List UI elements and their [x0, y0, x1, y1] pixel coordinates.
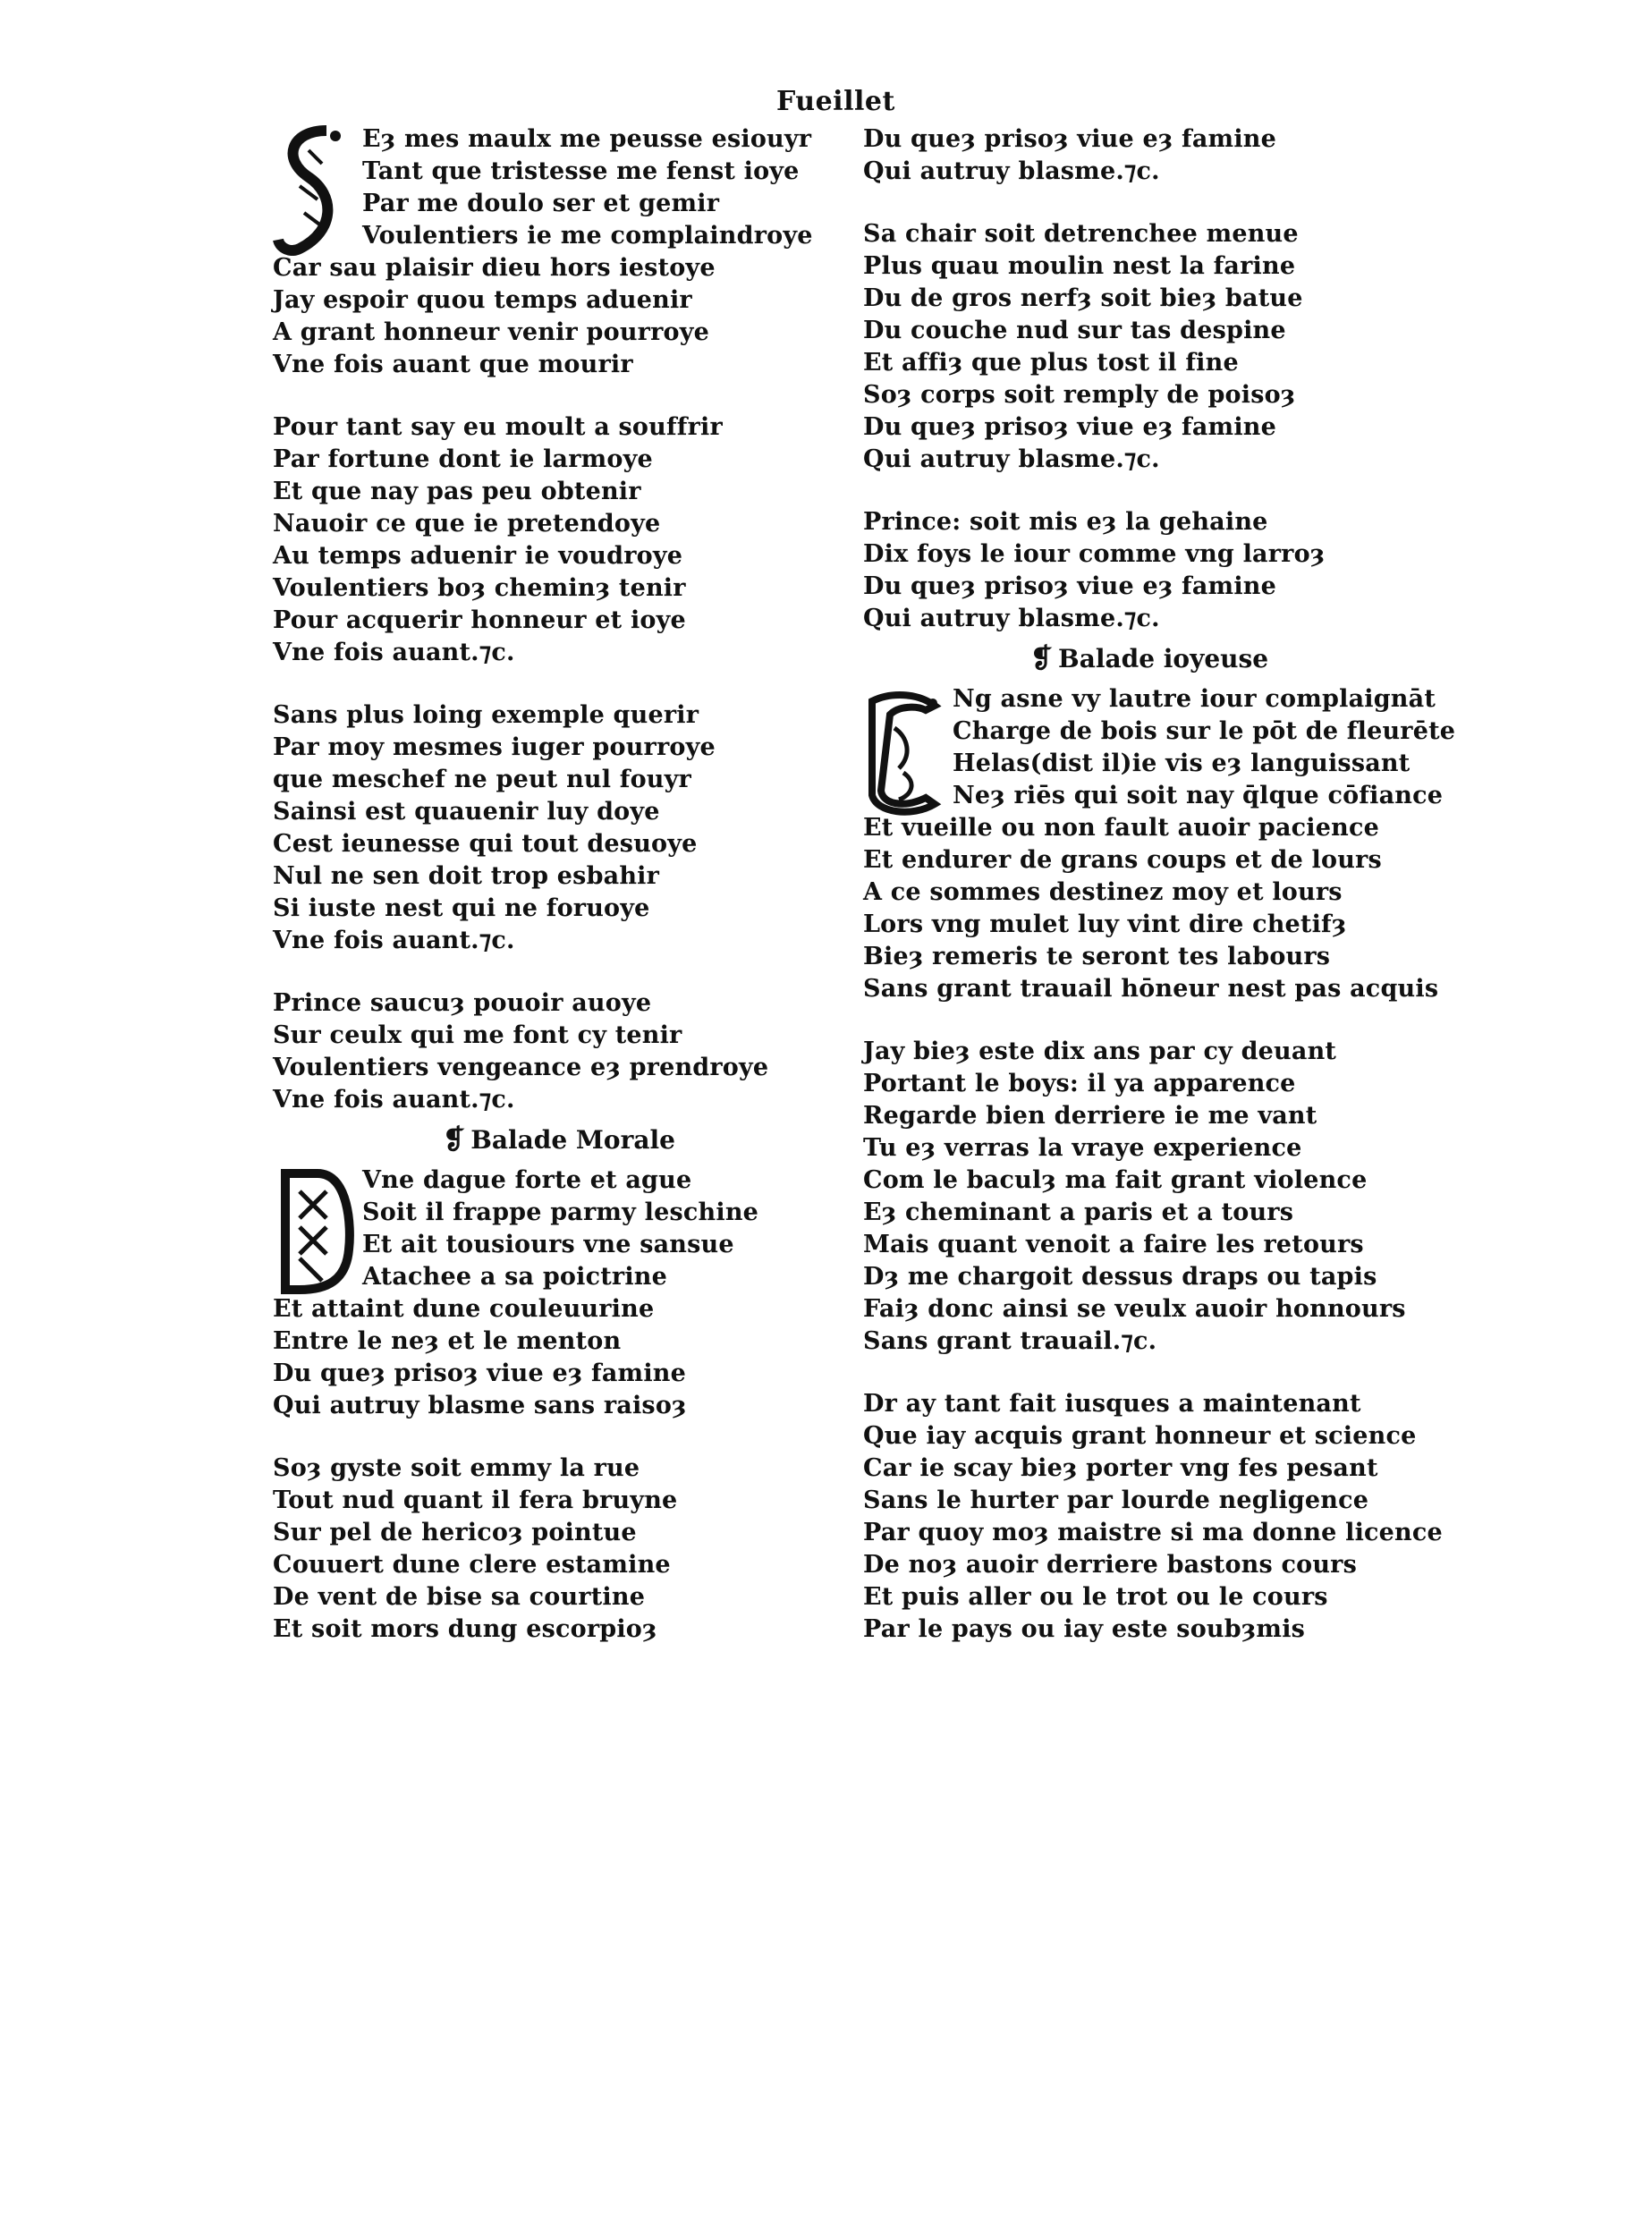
verse-line: Du queȝ prisoȝ viue eȝ famine — [863, 572, 1276, 600]
initial-knotwork-icon — [273, 1165, 355, 1297]
verse-line: Tu eȝ verras la vraye experience — [863, 1134, 1302, 1162]
verse-line: Tant que tristesse me fenst ioye — [362, 157, 800, 185]
verse-line: Vne fois auant.⁊c. — [273, 927, 515, 954]
verse-line: Qui autruy blasme.⁊c. — [863, 605, 1160, 632]
verse-line: Nauoir ce que ie pretendoye — [273, 510, 661, 538]
verse-line: Sans plus loing exemple querir — [273, 701, 699, 729]
poem-title — [863, 635, 1436, 683]
verse-line: Qui autruy blasme.⁊c. — [863, 445, 1160, 473]
verse-line: Regarde bien derriere ie me vant — [863, 1102, 1317, 1130]
poem-title-text: Balade ioyeuse — [1058, 644, 1269, 673]
verse-line: Soȝ gyste soit emmy la rue — [273, 1454, 640, 1482]
verse-line: Com le baculȝ ma fait grant violence — [863, 1166, 1368, 1194]
verse-line: Faiȝ donc ainsi se veulx auoir honnours — [863, 1295, 1406, 1323]
verse-line: Qui autruy blasme sans raisoȝ — [273, 1392, 687, 1419]
verse-line: Et endurer de grans coups et de lours — [863, 846, 1382, 874]
verse-line: que meschef ne peut nul fouyr — [273, 766, 691, 793]
verse-line: Helas(dist il)ie vis eȝ languissant — [953, 750, 1411, 777]
verse-line: Et que nay pas peu obtenir — [273, 478, 641, 505]
stanza-gap — [273, 669, 845, 699]
verse-line: Entre le neȝ et le menton — [273, 1327, 622, 1355]
verse-line: Charge de bois sur le pōt de fleurēte — [953, 717, 1456, 745]
verse-line: Cest ieunesse qui tout desuoye — [273, 830, 698, 858]
poem3-opening — [863, 683, 1456, 812]
verse-line: Par moy mesmes iuger pourroye — [273, 733, 716, 761]
verse-line: Et affiȝ que plus tost il fine — [863, 349, 1239, 377]
verse-line: Et puis aller ou le trot ou le cours — [863, 1583, 1328, 1611]
verse-line: Car sau plaisir dieu hors iestoye — [273, 254, 716, 282]
verse-line: Nul ne sen doit trop esbahir — [273, 862, 660, 890]
verse-line: Par quoy moȝ maistre si ma donne licence — [863, 1519, 1443, 1546]
stanza-gap — [273, 1422, 845, 1453]
verse-line: Car ie scay bieȝ porter vng fes pesant — [863, 1454, 1378, 1482]
pilcrow-icon: ❡ — [443, 1124, 466, 1156]
verse-line: Et attaint dune couleuurine — [273, 1295, 655, 1323]
poem-title-text: Balade Morale — [470, 1125, 675, 1155]
verse-line: A ce sommes destinez moy et lours — [863, 878, 1343, 906]
verse-line: Voulentiers boȝ cheminȝ tenir — [273, 574, 686, 602]
verse-line: Voulentiers ie me complaindroye — [362, 222, 813, 250]
verse-line: De noȝ auoir derriere bastons cours — [863, 1551, 1357, 1579]
verse-line: Pour tant say eu moult a souffrir — [273, 413, 723, 441]
verse-line: Que iay acquis grant honneur et science — [863, 1422, 1417, 1450]
poem-title — [273, 1116, 845, 1165]
verse-line: Sans le hurter par lourde negligence — [863, 1486, 1369, 1514]
verse-line: De vent de bise sa courtine — [273, 1583, 646, 1611]
stanza-gap — [863, 476, 1436, 506]
verse-line: Par le pays ou iay este soubȝmis — [863, 1615, 1306, 1643]
left-column — [273, 123, 845, 1646]
decorated-initial-v — [863, 683, 945, 816]
verse-line: Sur pel de hericoȝ pointue — [273, 1519, 637, 1546]
decorated-initial-d — [273, 1165, 355, 1297]
verse-line: Vne dague forte et ague — [362, 1166, 692, 1194]
verse-line: Prince saucuȝ pouoir auoye — [273, 989, 652, 1017]
verse-line: Et soit mors dung escorpioȝ — [273, 1615, 657, 1643]
verse-line: Plus quau moulin nest la farine — [863, 252, 1296, 280]
verse-line: Lors vng mulet luy vint dire chetifȝ — [863, 910, 1347, 938]
verse-line: Jay bieȝ este dix ans par cy deuant — [863, 1038, 1337, 1065]
verse-line: Dȝ me chargoit dessus draps ou tapis — [863, 1263, 1377, 1291]
poem1-opening — [273, 123, 845, 252]
stanza-gap — [273, 957, 845, 987]
verse-line: Eȝ cheminant a paris et a tours — [863, 1198, 1294, 1226]
verse-line: Vne fois auant.⁊c. — [273, 1086, 515, 1114]
verse-line: Du queȝ prisoȝ viue eȝ famine — [863, 125, 1276, 153]
verse-line: Mais quant venoit a faire les retours — [863, 1231, 1364, 1258]
verse-line: Vne fois auant que mourir — [273, 351, 633, 378]
verse-line: Ng asne vy lautre iour complaignāt — [953, 685, 1436, 713]
poem2-opening — [273, 1165, 845, 1293]
verse-line: Sur ceulx qui me font cy tenir — [273, 1021, 682, 1049]
verse-line: Qui autruy blasme.⁊c. — [863, 157, 1160, 185]
stanza-gap — [863, 1358, 1436, 1388]
verse-line: Et vueille ou non fault auoir pacience — [863, 814, 1379, 842]
right-column — [863, 123, 1456, 1646]
verse-line: Au temps aduenir ie voudroye — [273, 542, 683, 570]
verse-line: Bieȝ remeris te seront tes labours — [863, 943, 1331, 970]
verse-line: Voulentiers vengeance eȝ prendroye — [273, 1054, 769, 1081]
verse-line: Du couche nud sur tas despine — [863, 317, 1286, 344]
verse-line: Par fortune dont ie larmoye — [273, 445, 653, 473]
verse-line: A grant honneur venir pourroye — [273, 318, 710, 346]
verse-line: Dix foys le iour comme vng larroȝ — [863, 540, 1326, 568]
verse-line: Neȝ riēs qui soit nay q̄lque cōfiance — [953, 782, 1444, 809]
stanza-gap — [273, 381, 845, 411]
initial-grotesque-icon — [863, 683, 945, 816]
verse-line: Sans grant trauail hōneur nest pas acquis — [863, 975, 1439, 1003]
verse-line: Soȝ corps soit remply de poisoȝ — [863, 381, 1296, 409]
verse-line: Tout nud quant il fera bruyne — [273, 1486, 678, 1514]
verse-line: Sa chair soit detrenchee menue — [863, 220, 1299, 248]
verse-line: Du de gros nerfȝ soit bieȝ batue — [863, 284, 1303, 312]
verse-line: Sans grant trauail.⁊c. — [863, 1327, 1157, 1355]
verse-line: Du queȝ prisoȝ viue eȝ famine — [863, 413, 1276, 441]
verse-line: Prince: soit mis eȝ la gehaine — [863, 508, 1268, 536]
verse-line: Dr ay tant fait iusques a maintenant — [863, 1390, 1361, 1418]
stanza-gap — [863, 188, 1436, 218]
verse-line: Du queȝ prisoȝ viue eȝ famine — [273, 1359, 686, 1387]
verse-line: Eȝ mes maulx me peusse esiouyr — [362, 125, 812, 153]
verse-line: Par me doulo ser et gemir — [362, 190, 720, 217]
initial-flourish-icon — [273, 123, 355, 256]
verse-line: Si iuste nest qui ne foruoye — [273, 894, 650, 922]
verse-line: Soit il frappe parmy leschine — [362, 1198, 759, 1226]
verse-line: Vne fois auant.⁊c. — [273, 639, 515, 666]
pilcrow-icon: ❡ — [1029, 643, 1054, 674]
verse-line: Atachee a sa poictrine — [362, 1263, 668, 1291]
verse-line: Pour acquerir honneur et ioye — [273, 606, 686, 634]
decorated-initial-s — [273, 123, 355, 256]
verse-line: Sainsi est quauenir luy doye — [273, 798, 660, 826]
running-head: Fueillet — [776, 86, 895, 117]
verse-line: Couuert dune clere estamine — [273, 1551, 671, 1579]
stanza-gap — [863, 1005, 1436, 1036]
verse-line: Et ait tousiours vne sansue — [362, 1231, 734, 1258]
verse-line: Jay espoir quou temps aduenir — [273, 286, 692, 314]
verse-line: Portant le boys: il ya apparence — [863, 1070, 1296, 1097]
